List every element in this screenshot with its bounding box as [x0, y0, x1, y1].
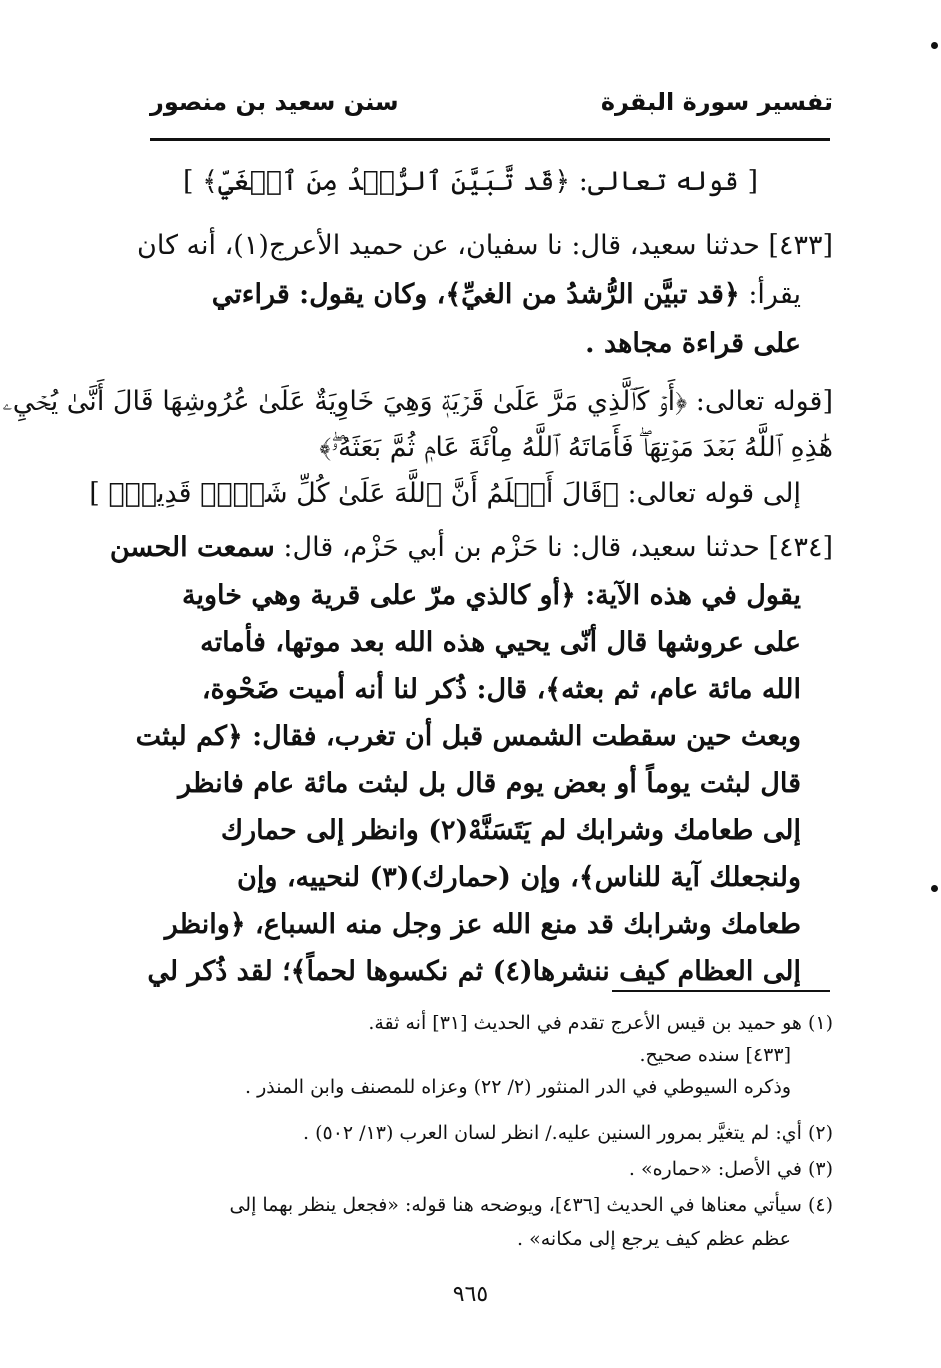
- footnote-rule: [612, 990, 830, 992]
- footnote-3: (٣) في الأصل: «حماره» .: [628, 1158, 833, 1180]
- footnote-1: (١) هو حميد بن قيس الأعرج تقدم في الحديث [٣١] أنه ثقة.: [368, 1012, 833, 1034]
- header-rule: [150, 138, 830, 141]
- page-number: ٩٦٥: [452, 1282, 489, 1307]
- hadith-433-line-2: يقرأ: ﴿قد تبيَّن الرُّشدُ من الغيِّ﴾، وكان يقول: قراءتي: [211, 279, 801, 310]
- hadith-434-line-9: طعامك وشرابك قد منع الله عز وجل منه السباع، ﴿وانظر: [164, 909, 801, 940]
- verse-heading-2-line-2: هَٰذِهِ ٱللَّهُ بَعۡدَ مَوۡتِهَاۖ فَأَمَاتَهُ ٱللَّهُ مِاْئَةَ عَامٖ ثُمَّ بَعَثَهُۥۖ﴾: [319, 432, 833, 463]
- footnote-4-line-2: عظم عظم كيف يرجع إلى مكانه» .: [517, 1228, 791, 1250]
- hadith-434-line-10: إلى العظام كيف ننشرها(٤) ثم نكسوها لحماً﴾؛ لقد ذُكر لي: [147, 956, 801, 987]
- header-book-title: سنن سعيد بن منصور: [150, 88, 399, 116]
- hadith-434-line-8: ولنجعلك آية للناس﴾، وإن (حمارك)(٣) لنحييه، وإن: [237, 862, 801, 893]
- hadith-434-line-6: قال لبثت يوماً أو بعض يوم قال بل لبثت مائة عام فانظر: [178, 768, 801, 799]
- hadith-434-line-2: يقول في هذه الآية: ﴿أو كالذي مرّ على قرية وهي خاوية: [182, 580, 801, 611]
- hadith-433-line-1: [٤٣٣] حدثنا سعيد، قال: نا سفيان، عن حميد الأعرج(١)، أنه كان: [137, 230, 833, 261]
- header-chapter-title: تفسير سورة البقرة: [600, 88, 833, 116]
- footnote-2: (٢) أي: لم يتغيَّر بمرور السنين عليه./ انظر لسان العرب (١٣/ ٥٠٢) .: [302, 1122, 833, 1144]
- scan-mark: [931, 885, 938, 892]
- hadith-434-line-1: [٤٣٤] حدثنا سعيد، قال: نا حَزْم بن أبي حَزْم، قال: سمعت الحسن: [109, 532, 833, 563]
- verse-heading-1: [ قوله تعالى: ﴿قَد تَّبَيَّنَ ٱلرُّشۡدُ مِنَ ٱلۡغَيِّ﴾ ]: [183, 166, 758, 197]
- footnote-1-note-a: [٤٣٣] سنده صحيح.: [639, 1044, 791, 1066]
- hadith-434-line-3: على عروشها قال أنّى يحيي هذه الله بعد موتها، فأماته: [200, 627, 801, 658]
- verse-heading-2-line-1: [قوله تعالى: ﴿أَوۡ كَٱلَّذِي مَرَّ عَلَىٰ قَرۡيَةٖ وَهِيَ خَاوِيَةٌ عَلَىٰ عُرُوشِهَا قَالَ أَنَّىٰ يُحۡيِۦ: [2, 386, 833, 417]
- hadith-434-line-4: الله مائة عام، ثم بعثه﴾، قال: ذُكر لنا أنه أميت ضَحْوة،: [201, 674, 801, 705]
- hadith-433-line-3: على قراءة مجاهد .: [585, 328, 801, 359]
- hadith-434-line-7: إلى طعامك وشرابك لم يَتَسَنَّهْ(٢) وانظر إلى حمارك: [220, 815, 801, 846]
- footnote-1-note-b: وذكره السيوطي في الدر المنثور (٢/ ٢٢) وعزاه للمصنف وابن المنذر .: [245, 1076, 791, 1098]
- hadith-434-line-5: وبعث حين سقطت الشمس قبل أن تغرب، فقال: ﴿كم لبثت: [135, 721, 801, 752]
- scan-mark: [931, 42, 938, 49]
- verse-heading-2-line-3: إلى قوله تعالى: ﴿قَالَ أَعۡلَمُ أَنَّ ٱللَّهَ عَلَىٰ كُلِّ شَيۡءٖ قَدِيرٞ﴾ ]: [89, 478, 801, 509]
- footnote-4-line-1: (٤) سيأتي معناها في الحديث [٤٣٦]، ويوضحه هنا قوله: «فجعل ينظر بهما إلى: [229, 1194, 833, 1216]
